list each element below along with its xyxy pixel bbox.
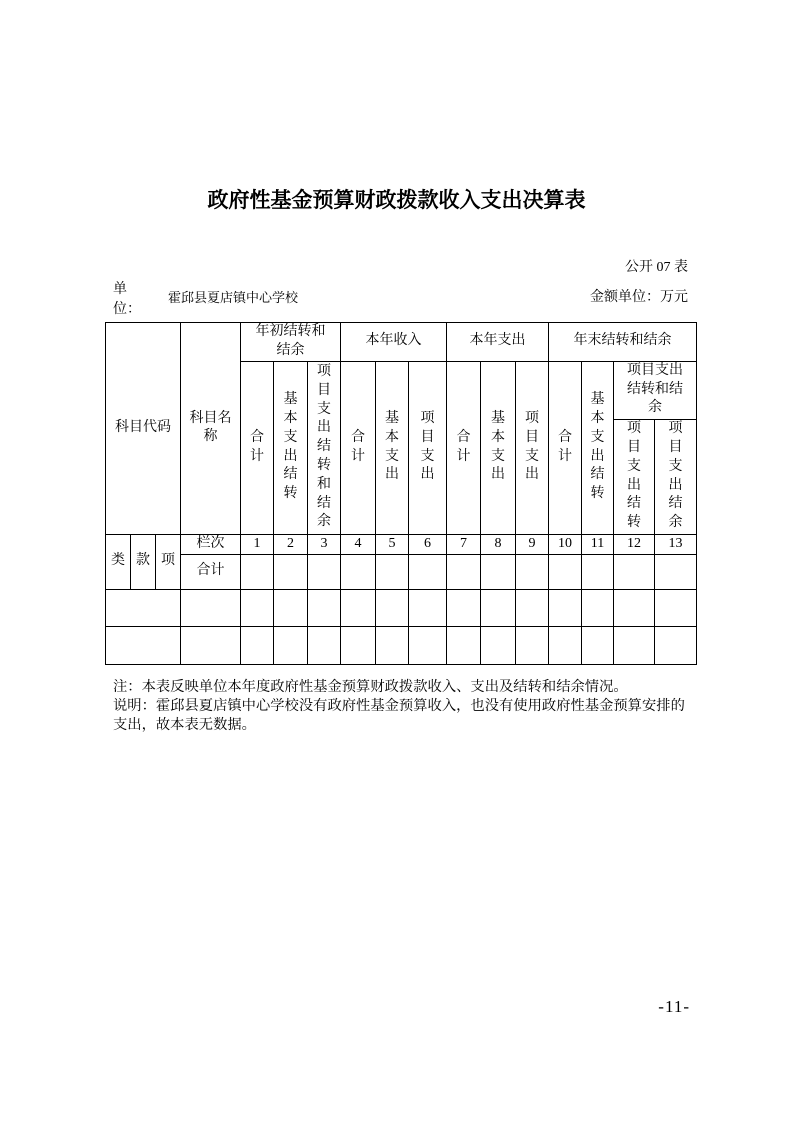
row-code-cell	[106, 589, 181, 626]
total-row-cell	[481, 554, 516, 589]
header-row-1	[106, 323, 697, 362]
header-opening-basic-label: 基本支出结转	[283, 392, 298, 502]
column-index-cell: 4	[341, 534, 376, 554]
total-row-cell	[274, 554, 308, 589]
column-index-cell: 7	[447, 534, 481, 554]
column-index-cell: 1	[241, 534, 274, 554]
header-closing-total-label: 合计	[558, 429, 572, 464]
header-opening-project	[308, 361, 341, 534]
column-index-cell: 12	[614, 534, 655, 554]
header-expense	[447, 323, 549, 362]
total-row-label: 合计	[181, 554, 241, 589]
row-value-cell	[447, 626, 481, 664]
header-opening-balance	[241, 323, 341, 362]
column-index-label: 栏次	[181, 534, 241, 554]
row-value-cell	[376, 589, 409, 626]
column-index-cell: 10	[549, 534, 582, 554]
page-title: 政府性基金预算财政拨款收入支出决算表	[207, 188, 586, 212]
row-value-cell	[655, 626, 697, 664]
row-value-cell	[614, 589, 655, 626]
header-expense-label: 本年支出	[469, 333, 526, 349]
header-closing-basic-label: 基本支出结转	[590, 392, 605, 502]
total-row-cell	[655, 554, 697, 589]
row-code-cell	[106, 626, 181, 664]
column-index-cell: 2	[274, 534, 308, 554]
header-income-label: 本年收入	[365, 333, 422, 349]
header-closing-project-surplus	[655, 419, 697, 534]
row-value-cell	[549, 626, 582, 664]
amount-unit: 金额单位：万元	[590, 290, 688, 305]
row-value-cell	[516, 626, 549, 664]
notes	[113, 678, 692, 735]
header-expense-project	[516, 361, 549, 534]
row-value-cell	[241, 589, 274, 626]
header-expense-basic-label: 基本支出	[491, 411, 505, 483]
header-income-total	[341, 361, 376, 534]
row-value-cell	[481, 589, 516, 626]
column-index-cell: 11	[582, 534, 614, 554]
header-income	[341, 323, 447, 362]
table-row	[106, 626, 697, 664]
column-index-row	[106, 534, 697, 554]
header-opening-total-label: 合计	[249, 429, 264, 464]
header-opening-basic	[274, 361, 308, 534]
code-part-item: 项	[156, 534, 181, 589]
total-row	[106, 554, 697, 589]
total-row-cell	[409, 554, 447, 589]
row-value-cell	[376, 626, 409, 664]
row-value-cell	[341, 589, 376, 626]
header-income-total-label: 合计	[351, 429, 365, 464]
header-opening-balance-label: 年初结转和结余	[255, 324, 326, 358]
row-value-cell	[274, 589, 308, 626]
header-expense-project-label: 项目支出	[525, 411, 539, 483]
header-closing-balance	[549, 323, 697, 362]
row-value-cell	[655, 589, 697, 626]
total-row-cell	[376, 554, 409, 589]
row-value-cell	[582, 626, 614, 664]
header-expense-total	[447, 361, 481, 534]
row-value-cell	[582, 589, 614, 626]
row-value-cell	[274, 626, 308, 664]
unit-name: 霍邱县夏店镇中心学校	[168, 290, 299, 305]
row-value-cell	[549, 589, 582, 626]
row-value-cell	[516, 589, 549, 626]
note-text: 注：本表反映单位本年度政府性基金预算财政拨款收入、支出及结转和结余情况。	[113, 679, 628, 695]
row-value-cell	[308, 589, 341, 626]
column-index-cell: 5	[376, 534, 409, 554]
budget-table	[105, 322, 697, 665]
header-income-basic-label: 基本支出	[385, 411, 399, 483]
header-opening-total	[241, 361, 274, 534]
header-closing-project-label: 项目支出结转和结余	[627, 362, 683, 416]
row-value-cell	[409, 626, 447, 664]
column-index-cell: 13	[655, 534, 697, 554]
header-closing-project-carryover	[614, 419, 655, 534]
column-index-cell: 6	[409, 534, 447, 554]
row-value-cell	[341, 626, 376, 664]
unit-label: 单位：	[113, 282, 141, 317]
total-row-cell	[241, 554, 274, 589]
header-closing-basic	[582, 361, 614, 534]
header-closing-total	[549, 361, 582, 534]
total-row-cell	[341, 554, 376, 589]
code-part-section: 款	[131, 534, 156, 589]
header-closing-project-carryover-label: 项目支出结转	[627, 421, 641, 531]
header-opening-project-label: 项目支出结转和结余	[317, 364, 331, 530]
row-value-cell	[409, 589, 447, 626]
explanation-text: 说明：霍邱县夏店镇中心学校没有政府性基金预算收入，也没有使用政府性基金预算安排的支出，故本表无数据。	[113, 698, 685, 733]
column-index-cell: 3	[308, 534, 341, 554]
header-subject-code-label: 科目代码	[115, 419, 171, 435]
row-name-cell	[181, 626, 241, 664]
header-subject-code	[106, 323, 181, 535]
header-closing-project-surplus-label: 项目支出结余	[668, 421, 683, 531]
row-value-cell	[447, 589, 481, 626]
row-value-cell	[241, 626, 274, 664]
total-row-cell	[614, 554, 655, 589]
table-id: 公开 07 表	[625, 260, 688, 275]
header-subject-name-label: 科目名称	[189, 410, 232, 445]
total-row-cell	[582, 554, 614, 589]
header-closing-project	[614, 361, 697, 419]
code-part-category: 类	[106, 534, 131, 589]
table-row	[106, 589, 697, 626]
total-row-cell	[447, 554, 481, 589]
column-index-cell: 8	[481, 534, 516, 554]
header-closing-balance-label: 年末结转和结余	[573, 333, 672, 349]
page-number: -11-	[658, 997, 690, 1016]
row-name-cell	[181, 589, 241, 626]
row-value-cell	[614, 626, 655, 664]
total-row-cell	[549, 554, 582, 589]
header-expense-basic	[481, 361, 516, 534]
header-income-project-label: 项目支出	[420, 411, 435, 483]
header-expense-total-label: 合计	[456, 429, 471, 464]
column-index-cell: 9	[516, 534, 549, 554]
header-subject-name	[181, 323, 241, 535]
row-value-cell	[308, 626, 341, 664]
total-row-cell	[516, 554, 549, 589]
row-value-cell	[481, 626, 516, 664]
header-income-basic	[376, 361, 409, 534]
header-income-project	[409, 361, 447, 534]
total-row-cell	[308, 554, 341, 589]
